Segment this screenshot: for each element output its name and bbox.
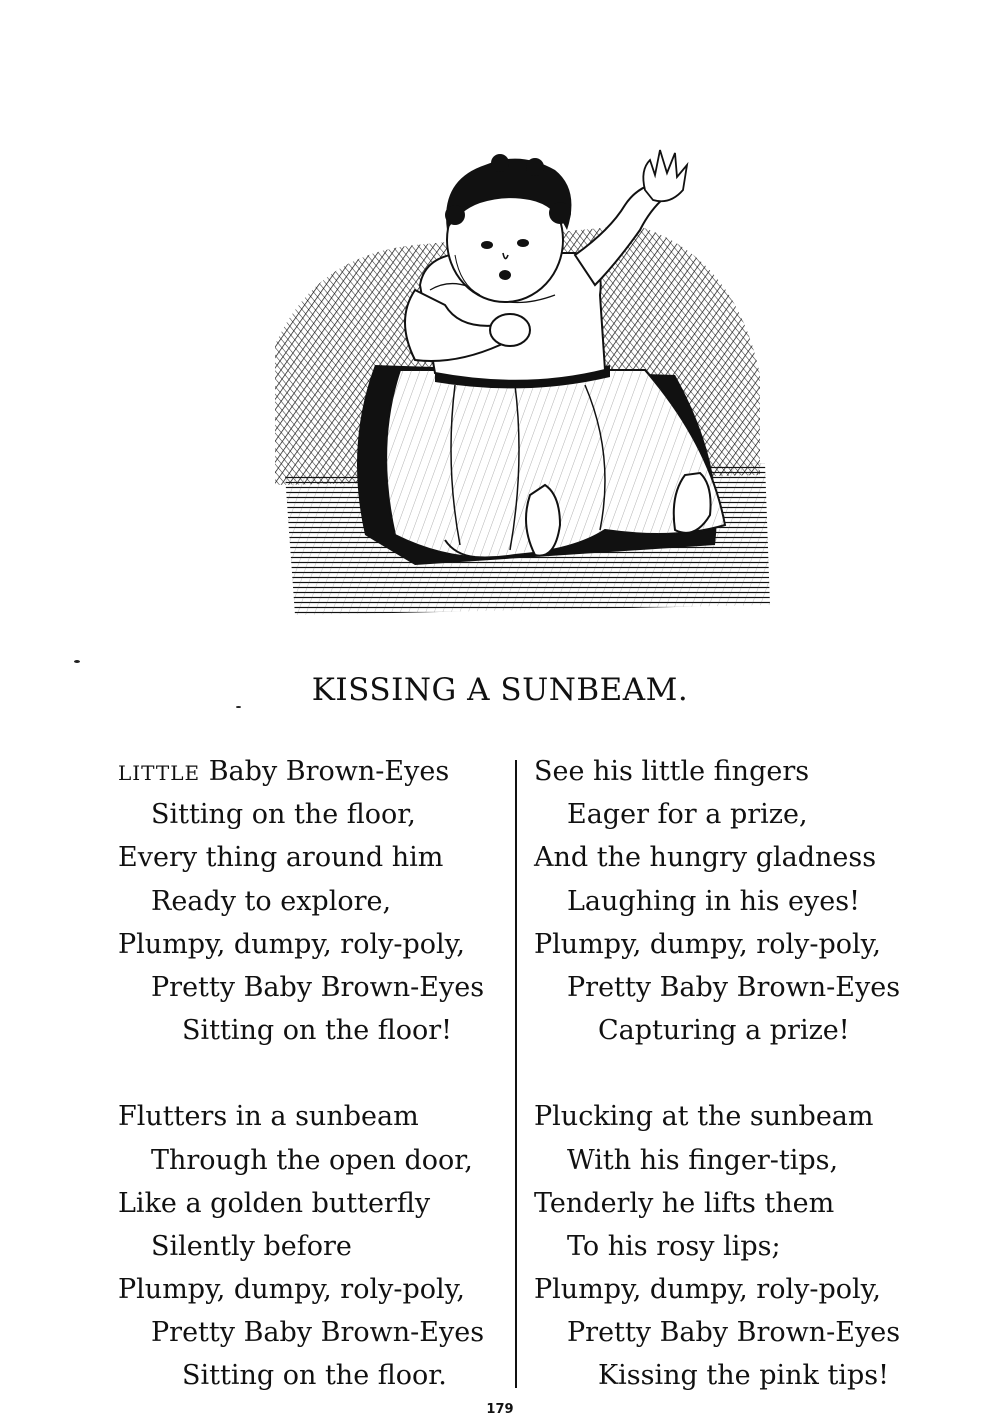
verse-line: Capturing a prize! <box>598 1015 850 1047</box>
verse-line: Pretty Baby Brown-Eyes <box>567 1317 901 1349</box>
page-number: 179 <box>486 1402 514 1417</box>
verse-line: To his rosy lips; <box>567 1230 781 1262</box>
lead-caps: LITTLE <box>118 761 201 785</box>
verse-line: Sitting on the floor. <box>182 1360 447 1392</box>
ink-speck <box>236 706 241 708</box>
verse-line: Through the open door, <box>151 1144 473 1176</box>
verse-line: Pretty Baby Brown-Eyes <box>151 1317 485 1349</box>
verse-line: Like a golden butterfly <box>118 1187 431 1219</box>
verse-line: Tenderly he lifts them <box>534 1187 835 1219</box>
verse-line: Ready to explore, <box>151 885 392 917</box>
ink-speck <box>74 660 80 663</box>
verse-line: Plumpy, dumpy, roly-poly, <box>118 928 465 960</box>
verse-line <box>118 750 508 793</box>
stanza <box>534 750 954 1052</box>
right-column <box>534 750 954 1398</box>
verse-line: Silently before <box>151 1230 352 1262</box>
poem-title: KISSING A SUNBEAM. <box>311 672 689 708</box>
verse-line: See his little fingers <box>534 756 810 787</box>
left-column <box>118 750 508 1398</box>
verse-line: Flutters in a sunbeam <box>118 1101 419 1133</box>
verse-line: And the hungry gladness <box>534 842 877 874</box>
column-divider <box>515 760 517 1388</box>
stanza <box>118 750 508 1052</box>
verse-line: Plumpy, dumpy, roly-poly, <box>118 1274 465 1306</box>
verse-line: Pretty Baby Brown-Eyes <box>567 971 901 1003</box>
verse-line: Sitting on the floor, <box>151 799 416 831</box>
verse-line: Pretty Baby Brown-Eyes <box>151 971 485 1003</box>
stanza <box>534 1095 954 1397</box>
verse-line-text: Baby Brown-Eyes <box>208 756 450 787</box>
verse-line: Plumpy, dumpy, roly-poly, <box>534 1274 881 1306</box>
verse-line: Eager for a prize, <box>567 799 808 831</box>
baby-engraving-icon <box>255 145 775 625</box>
stanza <box>118 1095 508 1397</box>
verse-line: Plucking at the sunbeam <box>534 1101 874 1133</box>
verse-line: Plumpy, dumpy, roly-poly, <box>534 928 881 960</box>
verse-line: Sitting on the floor! <box>182 1015 453 1047</box>
verse-line: Laughing in his eyes! <box>567 885 860 917</box>
verse-line: With his finger-tips, <box>567 1144 839 1176</box>
verse-line: Every thing around him <box>118 842 444 874</box>
verse-line: Kissing the pink tips! <box>598 1360 889 1392</box>
